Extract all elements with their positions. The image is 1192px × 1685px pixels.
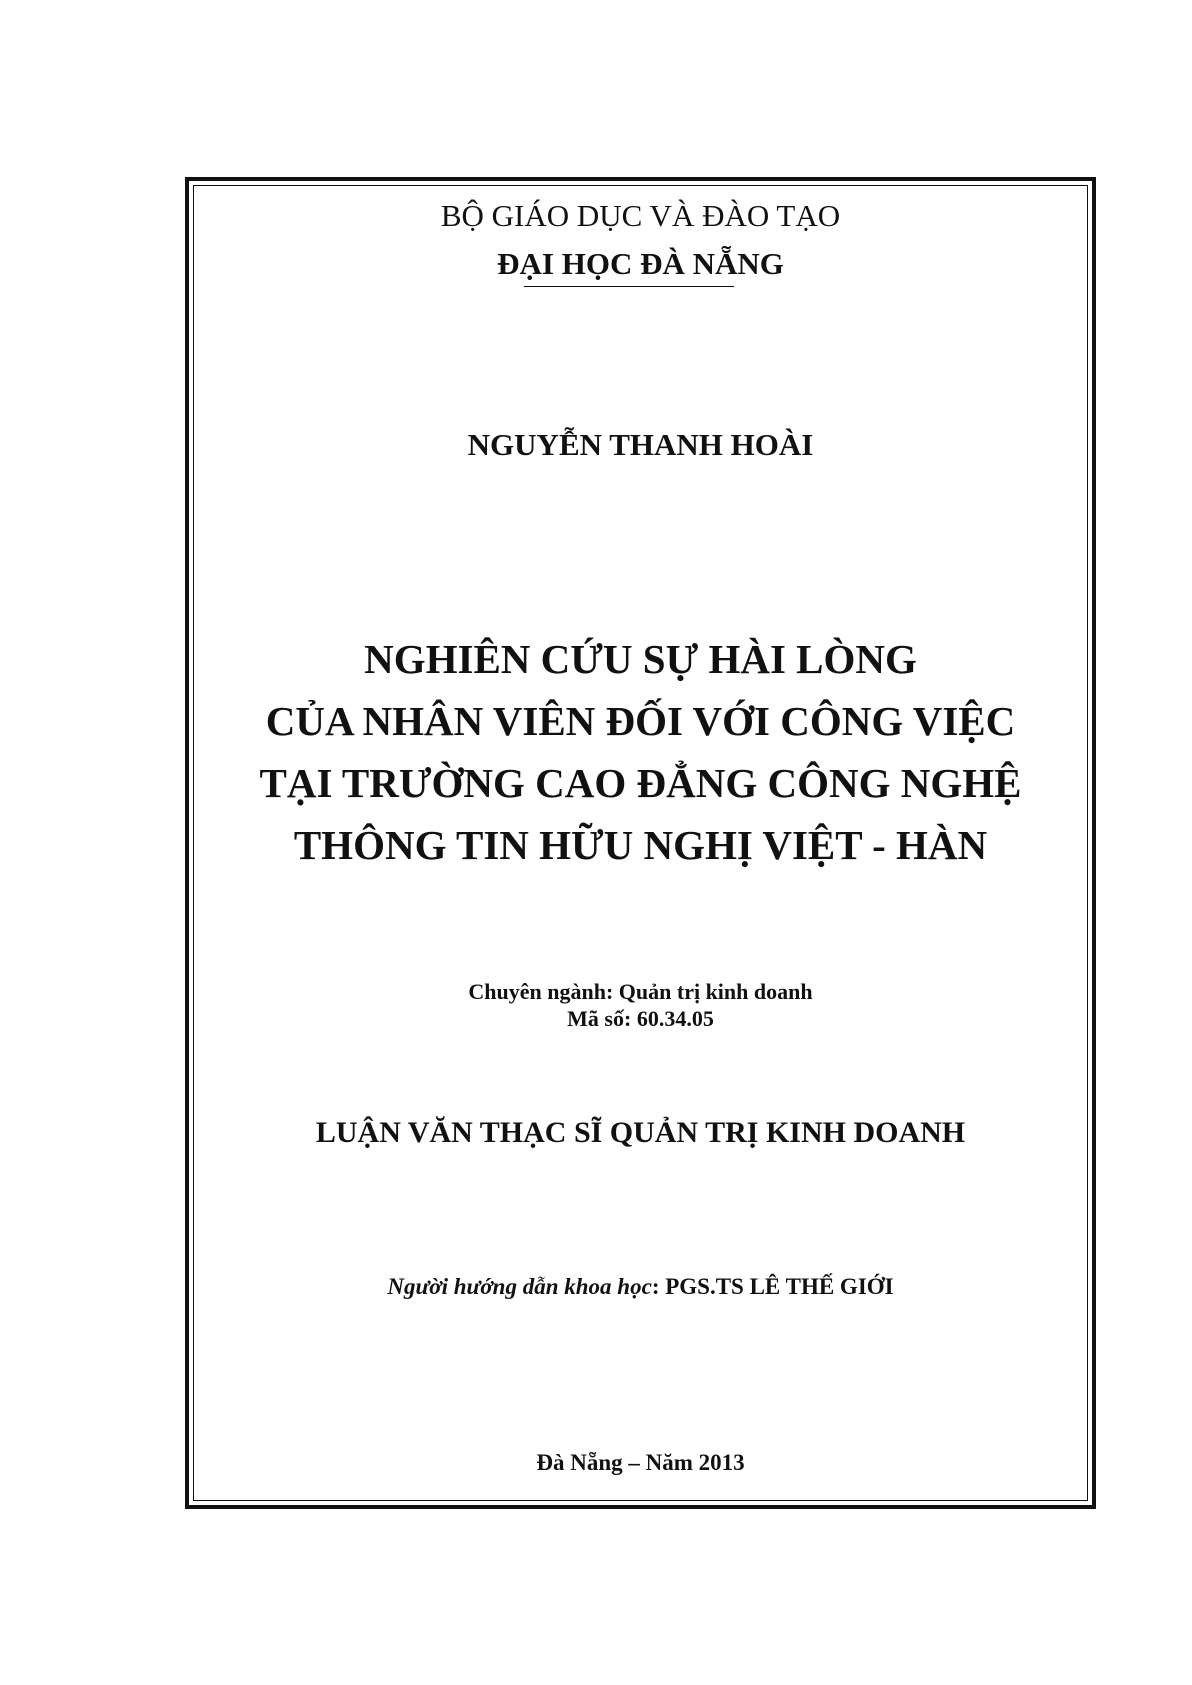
university-underline xyxy=(524,286,734,287)
university-heading: ĐẠI HỌC ĐÀ NẴNG xyxy=(497,246,784,281)
place-and-year: Đà Nẵng – Năm 2013 xyxy=(536,1450,745,1475)
thesis-title-line: THÔNG TIN HỮU NGHỊ VIỆT - HÀN xyxy=(293,822,988,868)
advisor-line xyxy=(193,1272,1088,1302)
thesis-title xyxy=(193,628,1088,876)
ministry-heading: BỘ GIÁO DỤC VÀ ĐÀO TẠO xyxy=(440,198,841,233)
author-name: NGUYỄN THANH HOÀI xyxy=(467,427,814,462)
major-field: Chuyên ngành: Quản trị kinh doanh xyxy=(468,979,813,1004)
advisor-name: : PGS.TS LÊ THẾ GIỚI xyxy=(651,1274,894,1299)
major-code: Mã số: 60.34.05 xyxy=(567,1006,714,1031)
thesis-title-line: NGHIÊN CỨU SỰ HÀI LÒNG xyxy=(364,636,917,682)
thesis-title-line: TẠI TRƯỜNG CAO ĐẲNG CÔNG NGHỆ xyxy=(259,760,1022,806)
degree-type: LUẬN VĂN THẠC SĨ QUẢN TRỊ KINH DOANH xyxy=(315,1116,966,1149)
thesis-title-line: CỦA NHÂN VIÊN ĐỐI VỚI CÔNG VIỆC xyxy=(265,698,1016,744)
advisor-label: Người hướng dẫn khoa học xyxy=(387,1274,652,1299)
